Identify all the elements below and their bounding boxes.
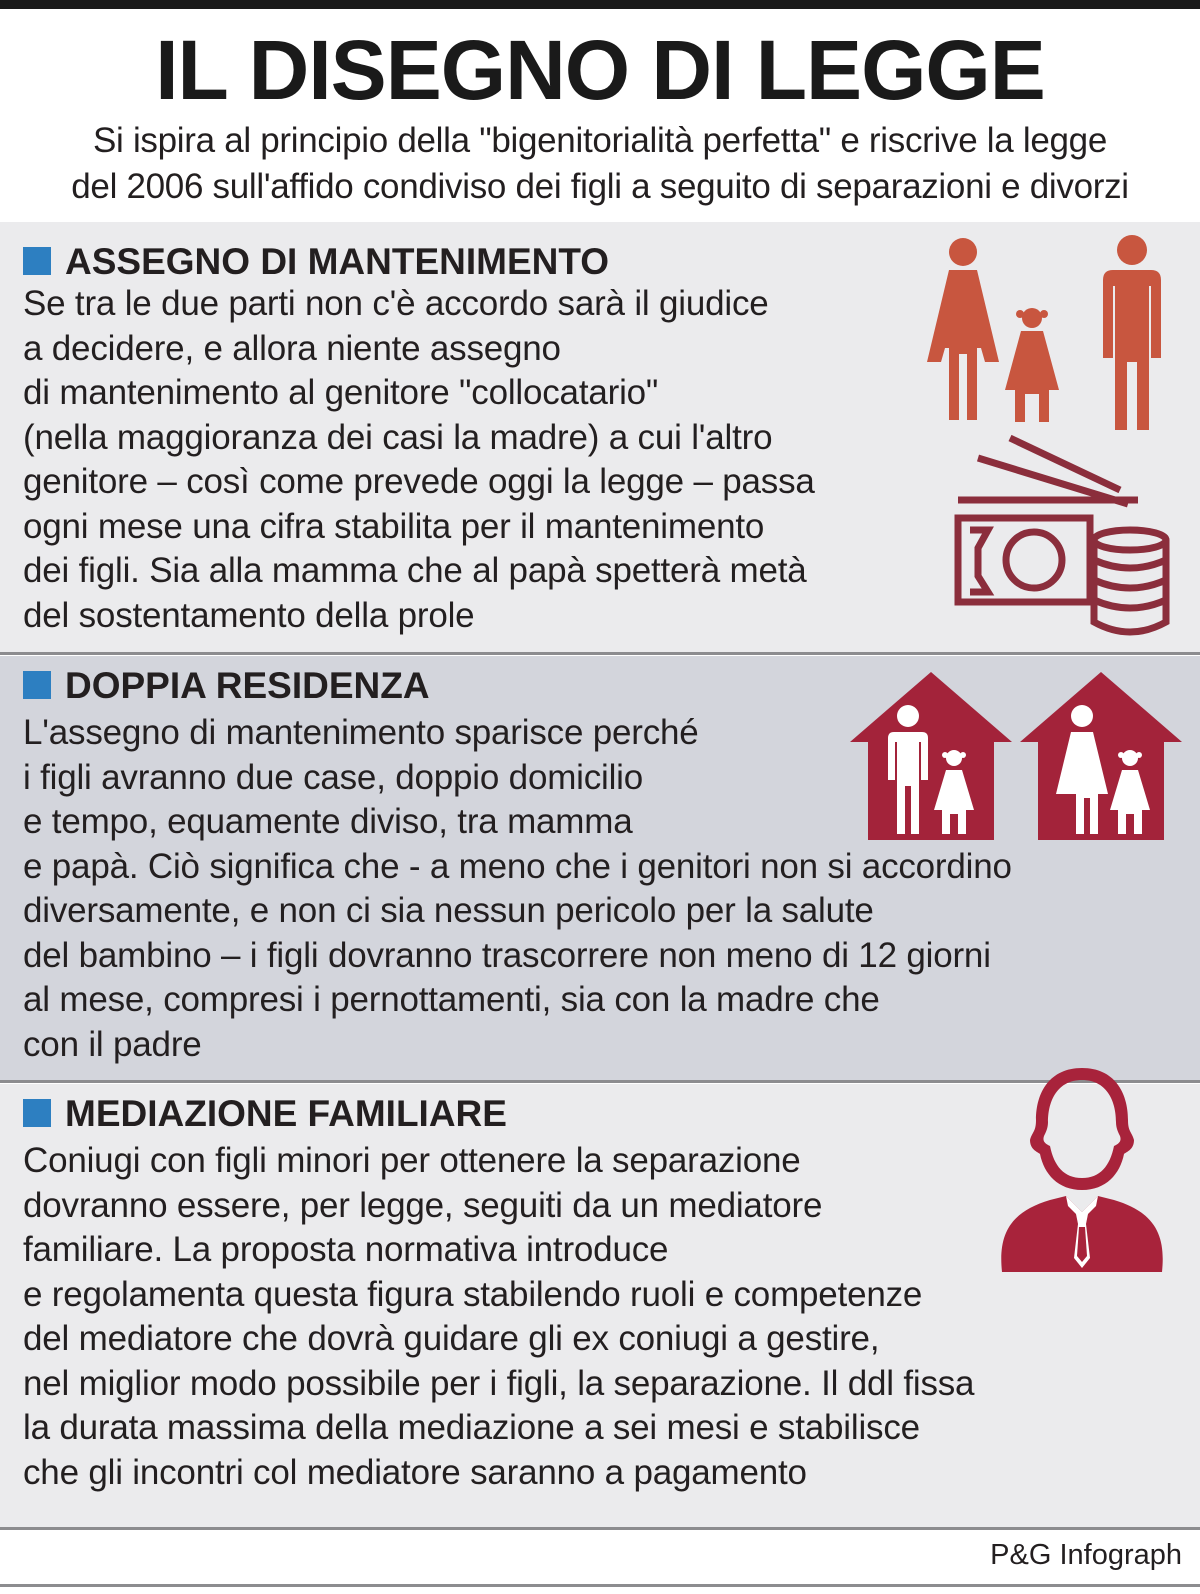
family-icon <box>915 230 1185 440</box>
page-title: IL DISEGNO DI LEGGE <box>155 23 1045 117</box>
body-line: al mese, compresi i pernottamenti, sia con la madre che <box>23 980 880 1019</box>
body-line: diversamente, e non ci sia nessun pericolo per la salute <box>23 891 874 930</box>
body-line: i figli avranno due case, doppio domicilio <box>23 757 644 797</box>
body-line: e regolamenta questa figura stabilendo ruoli e competenze <box>23 1274 923 1314</box>
section-body <box>23 282 815 638</box>
house-mother-icon <box>1018 670 1184 842</box>
body-line: Se tra le due parti non c'è accordo sarà il giudice <box>23 284 769 323</box>
section-heading-text: MEDIAZIONE FAMILIARE <box>65 1093 507 1134</box>
subtitle-line: Si ispira al principio della "bigenitorialità perfetta" e riscrive la legge <box>93 121 1107 160</box>
section-heading-text: ASSEGNO DI MANTENIMENTO <box>65 241 610 282</box>
house-father-icon <box>848 670 1014 842</box>
top-rule <box>0 0 1200 9</box>
body-line: familiare. La proposta normativa introduce <box>23 1230 669 1269</box>
body-line: del sostentamento della prole <box>23 595 475 635</box>
bottom-rule <box>0 1584 1200 1587</box>
section-mediazione <box>0 1084 1200 1527</box>
body-line: dei figli. Sia alla mamma che al papà spetterà metà <box>23 551 807 590</box>
body-line: dovranno essere, per legge, seguiti da un mediatore <box>23 1185 823 1225</box>
body-line: a decidere, e allora niente assegno <box>23 328 561 368</box>
body-line: ogni mese una cifra stabilita per il mantenimento <box>23 506 765 546</box>
section-assegno <box>0 222 1200 652</box>
mediator-person-icon <box>992 1062 1172 1274</box>
body-line: (nella maggioranza dei casi la madre) a cui l'altro <box>23 417 773 457</box>
money-icon <box>950 430 1172 644</box>
bullet-square-icon <box>23 671 51 699</box>
body-line: e tempo, equamente diviso, tra mamma <box>23 802 633 841</box>
body-line: L'assegno di mantenimento sparisce perché <box>23 713 699 752</box>
section-heading-text: DOPPIA RESIDENZA <box>65 665 430 706</box>
bullet-square-icon <box>23 247 51 275</box>
body-line: Coniugi con figli minori per ottenere la separazione <box>23 1141 801 1180</box>
subtitle <box>0 118 1200 210</box>
body-line: genitore – così come prevede oggi la legge – passa <box>23 462 815 501</box>
section-heading <box>23 1092 507 1136</box>
subtitle-line: del 2006 sull'affido condiviso dei figli a seguito di separazioni e divorzi <box>71 167 1129 206</box>
body-line: di mantenimento al genitore "collocatario" <box>23 373 659 412</box>
section-divider <box>0 652 1200 655</box>
body-line: e papà. Ciò significa che - a meno che i genitori non si accordino <box>23 846 1012 886</box>
section-heading <box>23 664 430 708</box>
section-divider <box>0 1527 1200 1530</box>
body-line: del mediatore che dovrà guidare gli ex coniugi a gestire, <box>23 1319 880 1358</box>
body-line: del bambino – i figli dovranno trascorrere non meno di 12 giorni <box>23 935 991 975</box>
body-line: con il padre <box>23 1024 202 1064</box>
section-body <box>23 1139 974 1495</box>
body-line: che gli incontri col mediatore saranno a pagamento <box>23 1452 807 1492</box>
bullet-square-icon <box>23 1099 51 1127</box>
body-line: la durata massima della mediazione a sei mesi e stabilisce <box>23 1408 920 1447</box>
section-doppia-residenza <box>0 656 1200 1081</box>
credit: P&G Infograph <box>990 1539 1182 1571</box>
body-line: nel miglior modo possibile per i figli, la separazione. Il ddl fissa <box>23 1363 975 1403</box>
section-heading <box>23 240 609 284</box>
